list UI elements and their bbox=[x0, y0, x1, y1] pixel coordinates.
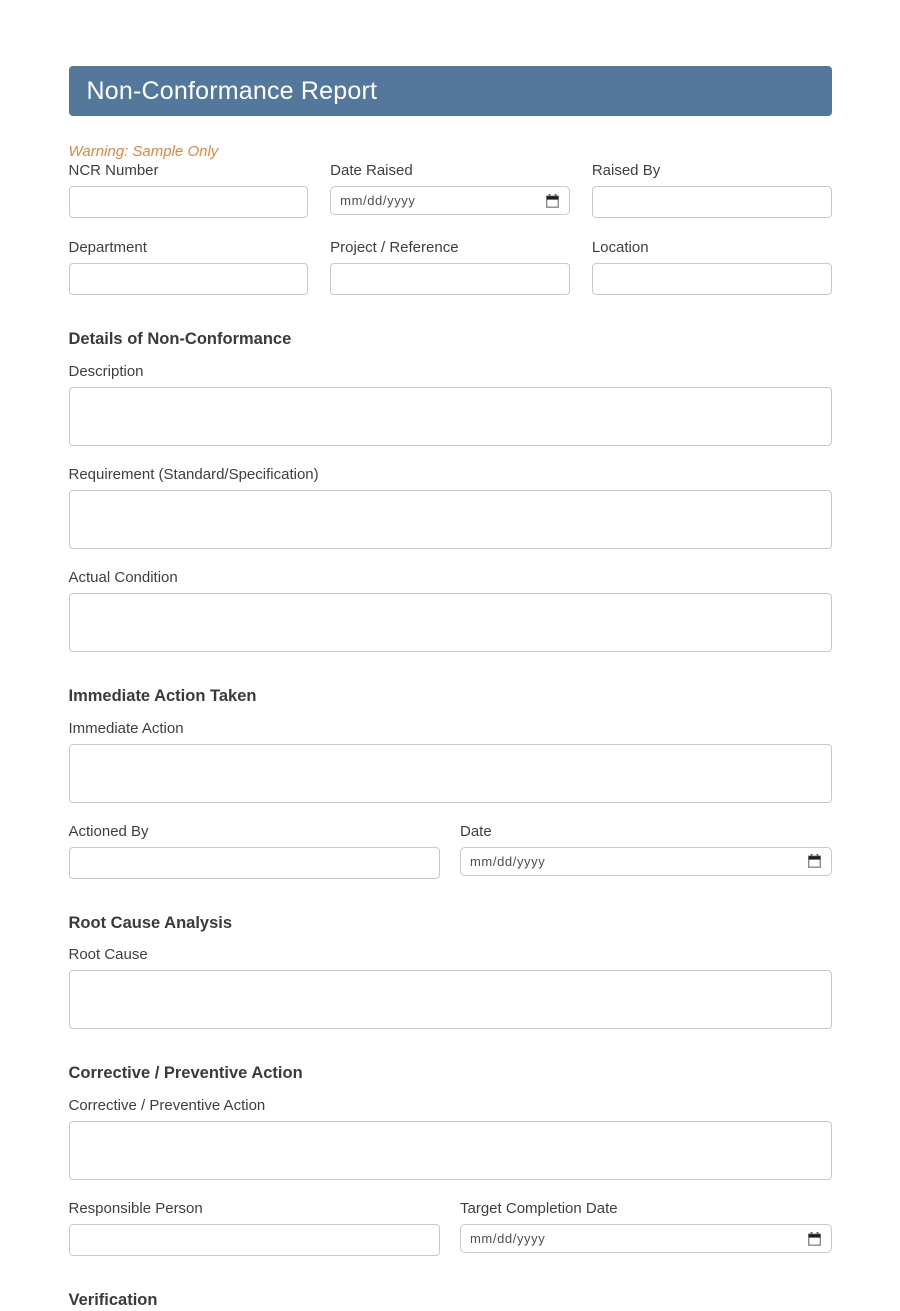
requirement-textarea[interactable] bbox=[69, 490, 832, 549]
field-corrective-action bbox=[69, 1097, 832, 1180]
target-completion-date-input[interactable] bbox=[460, 1224, 832, 1253]
field-description bbox=[69, 363, 832, 446]
immediate-action-textarea[interactable] bbox=[69, 744, 832, 803]
responsible-row bbox=[69, 1200, 832, 1256]
raised-by-input[interactable] bbox=[592, 186, 832, 218]
calendar-icon[interactable] bbox=[808, 854, 822, 869]
action-date-input[interactable] bbox=[460, 847, 832, 876]
project-reference-label: Project / Reference bbox=[330, 239, 459, 256]
date-raised-input[interactable] bbox=[330, 186, 570, 215]
field-actioned-by bbox=[69, 823, 441, 879]
field-actual-condition bbox=[69, 569, 832, 652]
actual-condition-label: Actual Condition bbox=[68, 568, 178, 586]
location-input[interactable] bbox=[592, 263, 832, 295]
field-ncr-number bbox=[69, 162, 309, 218]
field-immediate-action bbox=[69, 720, 832, 803]
department-input[interactable] bbox=[69, 263, 309, 295]
root-cause-label: Root Cause bbox=[68, 946, 148, 964]
section-heading-corrective: Corrective / Preventive Action bbox=[68, 1064, 303, 1083]
description-textarea[interactable] bbox=[69, 387, 832, 446]
date-raised-label: Date Raised bbox=[330, 162, 413, 179]
section-heading-details: Details of Non-Conformance bbox=[68, 330, 292, 348]
root-cause-textarea[interactable] bbox=[69, 970, 832, 1029]
description-label: Description bbox=[68, 362, 144, 380]
field-target-completion-date bbox=[460, 1200, 832, 1256]
field-responsible-person bbox=[69, 1200, 441, 1256]
actual-condition-textarea[interactable] bbox=[69, 593, 832, 652]
section-heading-root-cause: Root Cause Analysis bbox=[68, 913, 233, 932]
requirement-label: Requirement (Standard/Specification) bbox=[68, 465, 319, 483]
raised-by-label: Raised By bbox=[591, 162, 661, 179]
department-label: Department bbox=[68, 239, 147, 256]
calendar-icon[interactable] bbox=[808, 1231, 822, 1246]
field-location bbox=[592, 239, 832, 295]
field-requirement bbox=[69, 466, 832, 549]
actioned-by-input[interactable] bbox=[69, 847, 441, 879]
page-title: Non-Conformance Report bbox=[86, 76, 378, 105]
field-action-date bbox=[460, 823, 832, 879]
project-reference-input[interactable] bbox=[330, 263, 570, 295]
field-department bbox=[69, 239, 309, 295]
field-date-raised bbox=[330, 162, 570, 218]
section-heading-verification: Verification bbox=[68, 1291, 158, 1310]
form-header-banner bbox=[69, 66, 832, 116]
corrective-action-label: Corrective / Preventive Action bbox=[68, 1097, 266, 1115]
responsible-person-input[interactable] bbox=[69, 1224, 441, 1256]
form-container bbox=[69, 0, 832, 1311]
date-raised-text[interactable] bbox=[340, 193, 546, 208]
responsible-person-label: Responsible Person bbox=[68, 1200, 203, 1218]
action-date-text[interactable] bbox=[470, 854, 808, 869]
action-date-label: Date bbox=[460, 822, 492, 840]
corrective-action-textarea[interactable] bbox=[69, 1121, 832, 1180]
target-completion-date-text[interactable] bbox=[470, 1231, 808, 1246]
sample-warning-text: Warning: Sample Only bbox=[68, 143, 219, 160]
actioned-row bbox=[69, 823, 832, 879]
immediate-action-label: Immediate Action bbox=[68, 719, 184, 737]
top-fields-grid bbox=[69, 162, 832, 295]
field-project-reference bbox=[330, 239, 570, 295]
actioned-by-label: Actioned By bbox=[68, 822, 149, 840]
field-root-cause bbox=[69, 946, 832, 1029]
field-raised-by bbox=[592, 162, 832, 218]
target-completion-date-label: Target Completion Date bbox=[460, 1200, 618, 1218]
location-label: Location bbox=[591, 239, 649, 256]
calendar-icon[interactable] bbox=[546, 193, 560, 208]
ncr-number-label: NCR Number bbox=[68, 162, 159, 179]
section-heading-immediate-action: Immediate Action Taken bbox=[68, 686, 257, 705]
ncr-number-input[interactable] bbox=[69, 186, 309, 218]
